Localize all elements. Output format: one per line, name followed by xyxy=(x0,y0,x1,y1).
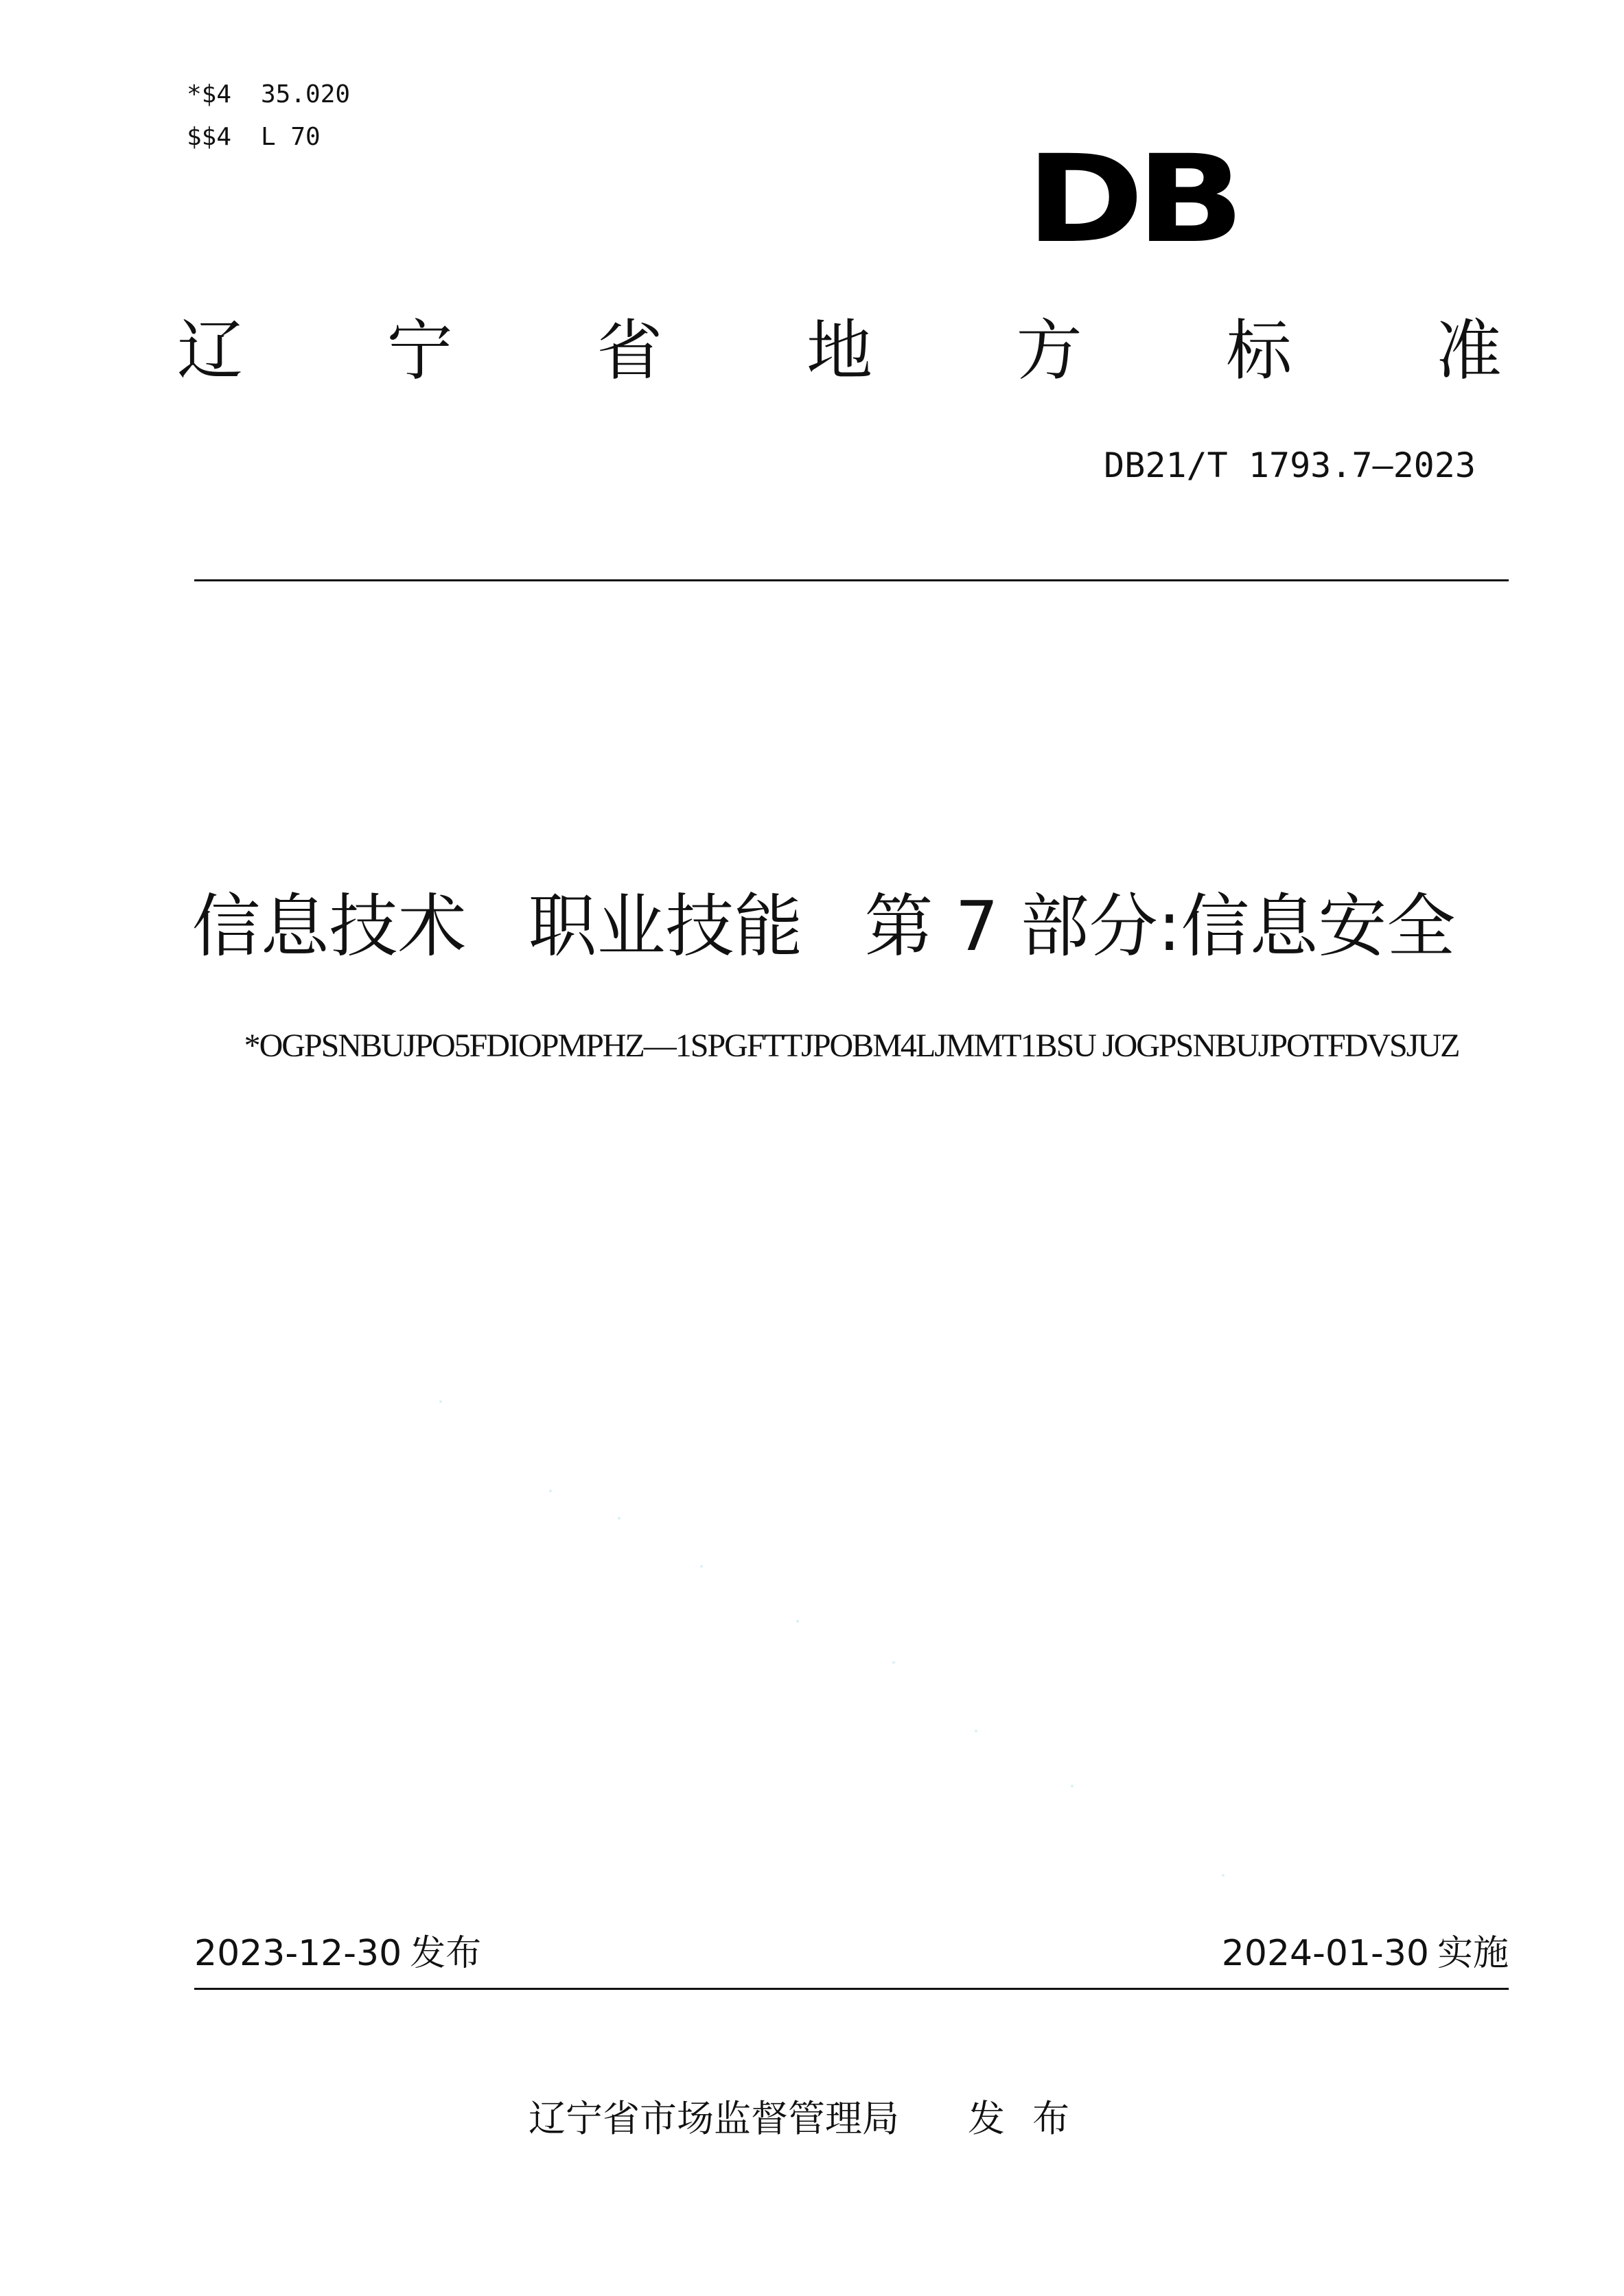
ics-code xyxy=(187,80,350,110)
top-divider xyxy=(194,579,1509,581)
ics-label: *$4 xyxy=(187,80,232,108)
implement-date xyxy=(1222,1932,1509,1975)
ccs-code xyxy=(187,122,321,152)
standard-number: DB21/T 1793.7—2023 xyxy=(1104,445,1476,485)
standard-type-char: 方 xyxy=(1016,312,1082,389)
ccs-value: L 70 xyxy=(261,123,321,151)
publisher xyxy=(529,2096,1069,2142)
db-logo: DB xyxy=(1025,129,1237,270)
standard-type-char: 省 xyxy=(596,312,663,389)
issue-label: 发布 xyxy=(410,1933,482,1974)
standard-type-char: 宁 xyxy=(386,312,453,389)
title-part-3: 第 7 部分:信息安全 xyxy=(864,886,1456,966)
implement-label: 实施 xyxy=(1437,1933,1509,1974)
publisher-action-2: 布 xyxy=(1032,2097,1069,2140)
standard-type-char: 地 xyxy=(806,312,872,389)
title-part-1: 信息技术 xyxy=(192,886,467,966)
implement-date-value: 2024-01-30 xyxy=(1221,1933,1429,1974)
publisher-action-1: 发 xyxy=(968,2097,1005,2140)
issue-date-value: 2023-12-30 xyxy=(194,1933,402,1974)
publisher-name: 辽宁省市场监督管理局 xyxy=(529,2097,899,2140)
standard-type-title xyxy=(177,306,1502,395)
ccs-label: $$4 xyxy=(187,123,232,151)
document-title xyxy=(137,885,1510,968)
ics-value: 35.020 xyxy=(261,80,351,108)
standard-type-char: 标 xyxy=(1226,312,1292,389)
english-title: *OGPSNBUJPO5FDIOPMPHZ—1SPGFTTJPOBM4LJMMT1BSU JOGPSNBUJPOTFDVSJUZ xyxy=(244,1028,1459,1064)
issue-date xyxy=(194,1932,481,1975)
standard-type-char: 辽 xyxy=(177,312,243,389)
title-part-2: 职业技能 xyxy=(528,886,803,966)
standard-type-char: 准 xyxy=(1435,312,1502,389)
bottom-divider xyxy=(194,1988,1509,1990)
